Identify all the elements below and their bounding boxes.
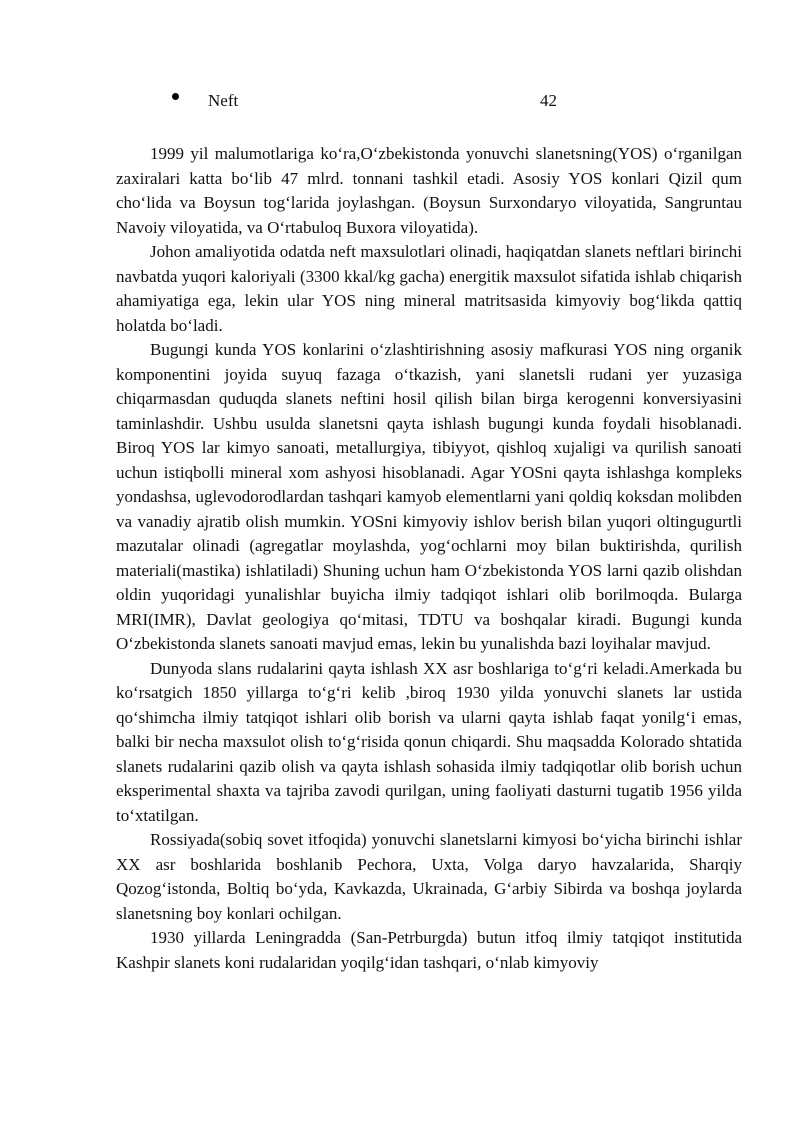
paragraph: Johon amaliyotida odatda neft maxsulotlari olinadi, haqiqatdan slanets neftlari birinchi navbatda yuqori kaloriyali (3300 kkal/kg gacha) energitik maxsulot sifatida ishlab chiqarish ahamiyatiga ega, lekin ular YOS ning mineral matritsasida kimyoviy bog‘likda qattiq holatda bo‘ladi. <box>116 242 742 335</box>
page-number: 42 <box>540 91 557 110</box>
header-title: Neft <box>208 91 239 110</box>
paragraph: Rossiyada(sobiq sovet itfoqida) yonuvchi slanetslarni kimyosi bo‘yicha birinchi ishlar XX asr boshlarida boshlanib Pechora, Uxta, Volga daryo havzalarida, Sharqiy Qozog‘istonda, Boltiq bo‘yda, Kavkazda, Ukrainada, G‘arbiy Sibirda va boshqa joylarda slanetsning boy konlari ochilgan. <box>116 830 742 923</box>
paragraph: 1999 yil malumotlariga ko‘ra,O‘zbekistonda yonuvchi slanetsning(YOS) o‘rganilgan zaxiralari katta bo‘lib 47 mlrd. tonnani tashkil etadi. Asosiy YOS konlari Qizil qum cho‘lida va Boysun tog‘larida joylashgan. (Boysun Surxondaryo viloyatida, Sangruntau Navoiy viloyatida, va O‘rtabuloq Buxora viloyatida). <box>116 144 742 237</box>
page-header <box>0 88 800 118</box>
paragraph: Bugungi kunda YOS konlarini o‘zlashtirishning asosiy mafkurasi YOS ning organik komponentini joyida suyuq fazaga o‘tkazish, yani slanetsli rudani yer yuzasiga chiqarmasdan quduqda slanets neftini hosil qilish bilan birga kerogenni konversiyasini taminlashdir. Ushbu usulda slanetsni qayta ishlash bugungi kunda foydali hisoblanadi. Biroq YOS lar kimyo sanoati, metallurgiya, tibiyyot, qishloq xujaligi va qurilish sanoati uchun istiqbolli mineral xom ashyosi hisoblanadi. Agar YOSni qayta ishlashga kompleks yondashsa, uglevodorodlardan tashqari kamyob elementlarni yani qoldiq koksdan molibden va vanadiy ajratib olish mumkin. YOSni kimyoviy ishlov berish bilan yuqori oltingugurtli mazutalar olinadi (agregatlar moylashda, yog‘ochlarni moy bilan buktirishda, qurilish materiali(mastika) ishlatiladi) Shuning uchun ham O‘zbekistonda YOS larni qazib olishdan oldin yuqoridagi yunalishlar buyicha ilmiy tadqiqot ishlari olib borilmoqda. Bularga MRI(IMR), Davlat geologiya qo‘mitasi, TDTU va boshqalar kiradi. Bugungi kunda O‘zbekistonda slanets sanoati mavjud emas, lekin bu yunalishda bazi loyihalar mavjud. <box>116 340 742 653</box>
bullet-icon <box>172 93 179 100</box>
paragraph: 1930 yillarda Leningradda (San-Petrburgda) butun itfoq ilmiy tatqiqot institutida Kashpir slanets koni rudalaridan yoqilg‘idan tashqari, o‘nlab kimyoviy <box>116 928 742 972</box>
body-text <box>116 142 742 975</box>
paragraph: Dunyoda slans rudalarini qayta ishlash XX asr boshlariga to‘g‘ri keladi.Amerkada bu ko‘rsatgich 1850 yillarga to‘g‘ri kelib ,biroq 1930 yilda yonuvchi slanets lar ustida qo‘shimcha ilmiy tatqiqot ishlari olib borish va ularni qayta ishlab faqat yonilg‘i emas, balki bir necha maxsulot olish to‘g‘risida qonun chiqardi. Shu maqsadda Kolorado shtatida slanets rudalarini qazib olish va qayta ishlash sohasida ilmiy tadqiqotlar olib borish uchun eksperimental shaxta va tajriba zavodi qurilgan, uning faoliyati dasturni tugatib 1956 yilda to‘xtatilgan. <box>116 658 742 825</box>
